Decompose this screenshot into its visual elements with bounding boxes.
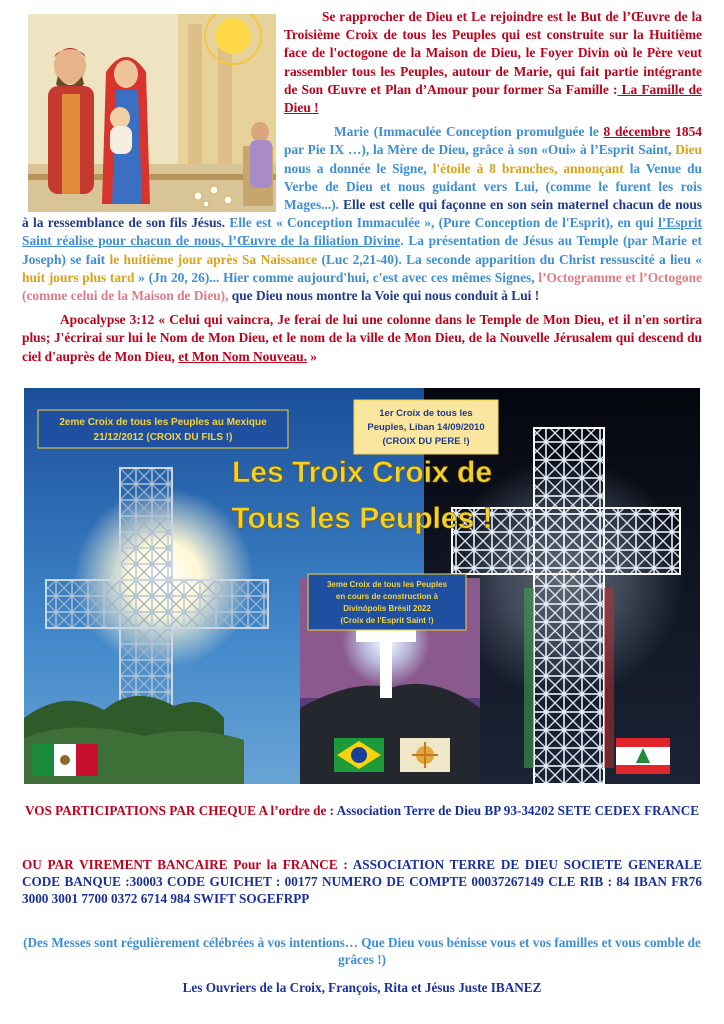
marie-text-2: par Pie IX …), la Mère de Dieu, grâce à son «Oui» à l’Esprit Saint, [284, 142, 676, 158]
marie-text-1: Marie (Immaculée Conception promulguée le [334, 124, 604, 140]
mexico-label [38, 410, 288, 448]
signature: Les Ouvriers de la Croix, François, Rita et Jésus Juste IBANEZ [182, 980, 542, 995]
octogramme-octogone: l’Octogramme et l’Octogone (comme celui de la Maison de Dieu), [22, 269, 702, 304]
poster-title-line-1: Les Troix Croix de [231, 456, 493, 489]
marie-text-8: (Luc 2,21-40). La seconde apparition du Christ ressuscité a lieu « [317, 251, 702, 267]
holy-family-illustration [28, 14, 276, 212]
liban-label [354, 400, 498, 454]
bresil-label-line-3: Divinópolis Brésil 2022 [343, 604, 431, 613]
marie-text-10: que Dieu nous montre la Voie qui nous conduit à Lui ! [228, 288, 540, 304]
bresil-label [308, 574, 466, 630]
brazil-flag-icon [334, 738, 384, 772]
huitieme-jour: le huitième jour après Sa Naissance [109, 251, 318, 267]
mon-nom-nouveau-underlined: et Mon Nom Nouveau. [178, 348, 307, 364]
apocalypse-paragraph [22, 311, 702, 366]
apocalypse-close-quote: » [306, 348, 317, 364]
intro-text: Se rapprocher de Dieu et Le rejoindre est le But de l’Œuvre de la Troisième Croix de tous les Peuples qui est construite sur la Huitième face de l'octogone de la Maison de Dieu, le Foyer Divin où le Père veut rassembler tous les Peuples, autour de Marie, qui fait partie intégrante de Son Œuvre et Plan d’Amour pour former Sa Famille : [284, 9, 702, 97]
mexico-label-line-1: 2eme Croix de tous les Peuples au Mexique [59, 417, 267, 428]
marie-text-3: nous a donnée le Signe, [284, 160, 433, 176]
liban-label-line-1: 1er Croix de tous les [379, 408, 473, 419]
cheque-address: Association Terre de Dieu BP 93-34202 SETE CEDEX FRANCE [336, 803, 700, 818]
document-body [22, 8, 702, 366]
marie-text-5: Elle est celle qui façonne en son sein maternel chacun de nous à la ressemblance de son fils Jésus. [22, 197, 702, 231]
date-8-decembre: 8 décembre [603, 124, 671, 140]
dieu-word: Dieu [675, 142, 702, 158]
marie-text-6: Elle est « Conception Immaculée », (Pure Conception de l'Esprit), en qui [225, 215, 659, 231]
bank-details: ASSOCIATION TERRE DE DIEU SOCIETE GENERALE CODE BANQUE :30003 CODE GUICHET : 00177 NUMERO DE COMPTE 00037267149 CLE RIB : 84 IBAN FR76 3000 3001 7700 0372 6714 984 SWIFT SOGEFRPP [22, 857, 703, 906]
liban-label-line-2: Peuples, Liban 14/09/2010 [367, 422, 485, 433]
cheque-info [22, 802, 702, 819]
marie-text-7: . La présentation de Jésus au Temple (par Marie et Joseph) se fait [22, 233, 702, 267]
bresil-label-line-4: (Croix de l'Esprit Saint !) [340, 616, 434, 625]
virement-label: OU PAR VIREMENT BANCAIRE [22, 857, 234, 872]
pray-flag-icon [400, 738, 450, 772]
apocalypse-text: Apocalypse 3:12 « Celui qui vaincra, Je ferai de lui une colonne dans le Temple de Mon Dieu, et il n'en sortira plus; J'écrirai sur lui le Nom de Mon Dieu, et le nom de la ville de Mon Dieu, de la Nouvelle Jérusalem qui descend du ciel d'auprès de Mon Dieu, [22, 312, 702, 364]
messes-note: (Des Messes sont régulièrement célébrées à vos intentions… Que Dieu vous bénisse vous et vos familles et vous comble de grâces !) [23, 935, 701, 967]
filiation-divine-underlined: l’Esprit Saint réalise pour chacun de nous, l’Œuvre de la filiation Divine [22, 215, 702, 249]
huit-jours-plus-tard: huit jours plus tard [22, 269, 135, 285]
liban-label-line-3: (CROIX DU PERE !) [382, 436, 470, 447]
three-crosses-poster [24, 388, 700, 784]
cheque-label: VOS PARTICIPATIONS PAR CHEQUE A l’ordre de : [24, 803, 337, 818]
mexico-label-line-2: 21/12/2012 (CROIX DU FILS !) [93, 432, 233, 443]
marie-text-4: la Venue du Verbe de Dieu et nous guidant vers Lui, (comme le furent les rois Mages...). [284, 160, 702, 213]
famille-de-dieu-underlined: La Famille de Dieu ! [284, 81, 702, 116]
virement-france: Pour la FRANCE : [233, 857, 353, 872]
etoile-8-branches: l'étoile à 8 branches, annonçant [432, 160, 624, 176]
year-1854: 1854 [670, 124, 702, 140]
bresil-label-line-2: en cours de construction à [335, 592, 439, 601]
bresil-label-line-1: 3eme Croix de tous les Peuples [326, 580, 448, 589]
poster-title-line-2: Tous les Peuples ! [231, 502, 493, 535]
marie-text-9: » (Jn 20, 26)... Hier comme aujourd'hui, c'est avec ces mêmes Signes, [134, 269, 539, 285]
lebanon-flag-icon [616, 738, 670, 774]
mexico-flag-icon [32, 744, 98, 776]
virement-info [22, 856, 702, 907]
